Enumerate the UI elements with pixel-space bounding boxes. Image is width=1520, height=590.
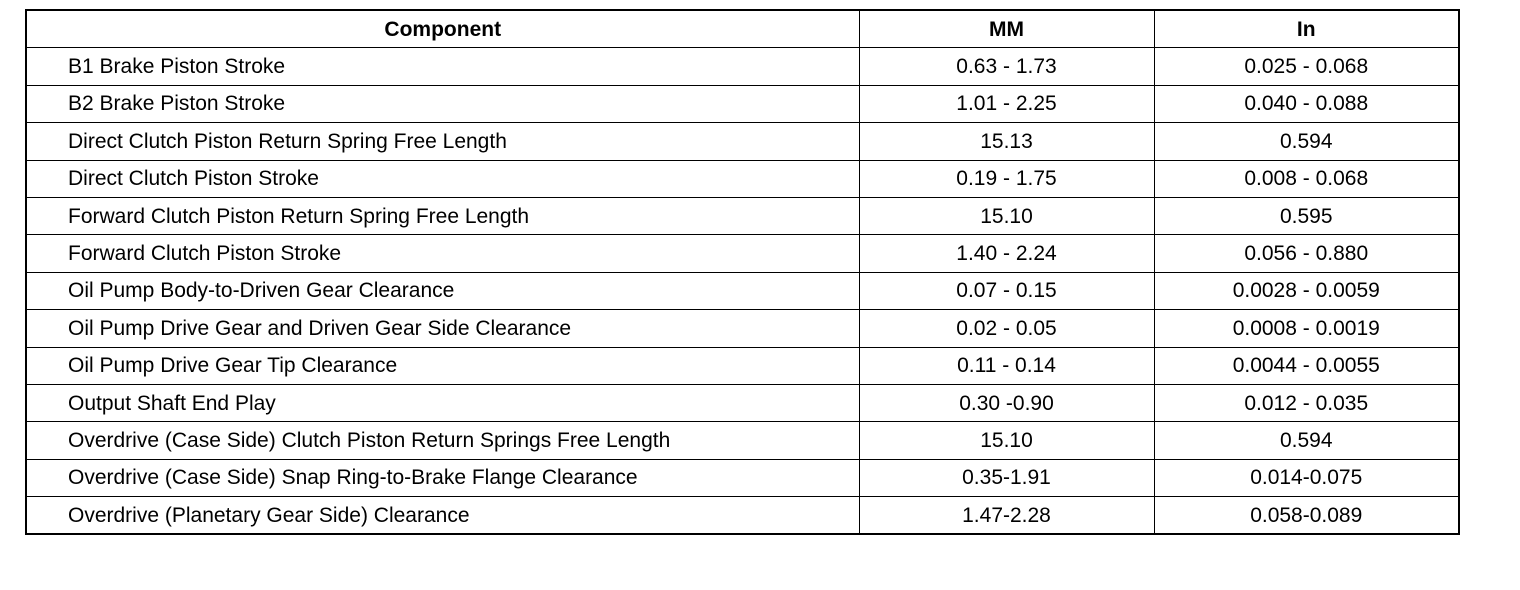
mm-value-cell: 15.13	[859, 123, 1154, 160]
table-row	[26, 272, 1459, 309]
component-cell: Overdrive (Case Side) Clutch Piston Return Springs Free Length	[26, 422, 859, 459]
component-cell: Direct Clutch Piston Return Spring Free Length	[26, 123, 859, 160]
table-row	[26, 235, 1459, 272]
in-value-cell: 0.0008 - 0.0019	[1154, 310, 1459, 347]
component-cell: Overdrive (Planetary Gear Side) Clearance	[26, 497, 859, 535]
in-value-cell: 0.025 - 0.068	[1154, 48, 1459, 85]
column-header-mm: MM	[859, 10, 1154, 48]
component-cell: Forward Clutch Piston Stroke	[26, 235, 859, 272]
table-body	[26, 48, 1459, 535]
in-value-cell: 0.014-0.075	[1154, 459, 1459, 496]
table-row	[26, 197, 1459, 234]
table-row	[26, 384, 1459, 421]
mm-value-cell: 0.11 - 0.14	[859, 347, 1154, 384]
mm-value-cell: 1.01 - 2.25	[859, 85, 1154, 122]
in-value-cell: 0.595	[1154, 197, 1459, 234]
mm-value-cell: 1.47-2.28	[859, 497, 1154, 535]
component-cell: B1 Brake Piston Stroke	[26, 48, 859, 85]
specification-table	[25, 9, 1460, 535]
in-value-cell: 0.058-0.089	[1154, 497, 1459, 535]
column-header-component: Component	[26, 10, 859, 48]
in-value-cell: 0.0044 - 0.0055	[1154, 347, 1459, 384]
column-header-in: In	[1154, 10, 1459, 48]
in-value-cell: 0.040 - 0.088	[1154, 85, 1459, 122]
mm-value-cell: 15.10	[859, 197, 1154, 234]
table-row	[26, 160, 1459, 197]
component-cell: B2 Brake Piston Stroke	[26, 85, 859, 122]
in-value-cell: 0.008 - 0.068	[1154, 160, 1459, 197]
table-row	[26, 310, 1459, 347]
mm-value-cell: 0.07 - 0.15	[859, 272, 1154, 309]
in-value-cell: 0.056 - 0.880	[1154, 235, 1459, 272]
table-header-row	[26, 10, 1459, 48]
table-row	[26, 459, 1459, 496]
mm-value-cell: 0.02 - 0.05	[859, 310, 1154, 347]
mm-value-cell: 0.35-1.91	[859, 459, 1154, 496]
in-value-cell: 0.594	[1154, 422, 1459, 459]
in-value-cell: 0.594	[1154, 123, 1459, 160]
mm-value-cell: 0.19 - 1.75	[859, 160, 1154, 197]
in-value-cell: 0.0028 - 0.0059	[1154, 272, 1459, 309]
mm-value-cell: 0.30 -0.90	[859, 384, 1154, 421]
mm-value-cell: 15.10	[859, 422, 1154, 459]
mm-value-cell: 1.40 - 2.24	[859, 235, 1154, 272]
table-row	[26, 422, 1459, 459]
table-row	[26, 85, 1459, 122]
table-row	[26, 347, 1459, 384]
mm-value-cell: 0.63 - 1.73	[859, 48, 1154, 85]
component-cell: Output Shaft End Play	[26, 384, 859, 421]
component-cell: Forward Clutch Piston Return Spring Free Length	[26, 197, 859, 234]
component-cell: Oil Pump Drive Gear and Driven Gear Side Clearance	[26, 310, 859, 347]
component-cell: Oil Pump Drive Gear Tip Clearance	[26, 347, 859, 384]
component-cell: Oil Pump Body-to-Driven Gear Clearance	[26, 272, 859, 309]
table-row	[26, 123, 1459, 160]
table-row	[26, 48, 1459, 85]
in-value-cell: 0.012 - 0.035	[1154, 384, 1459, 421]
component-cell: Direct Clutch Piston Stroke	[26, 160, 859, 197]
table-row	[26, 497, 1459, 535]
component-cell: Overdrive (Case Side) Snap Ring-to-Brake Flange Clearance	[26, 459, 859, 496]
